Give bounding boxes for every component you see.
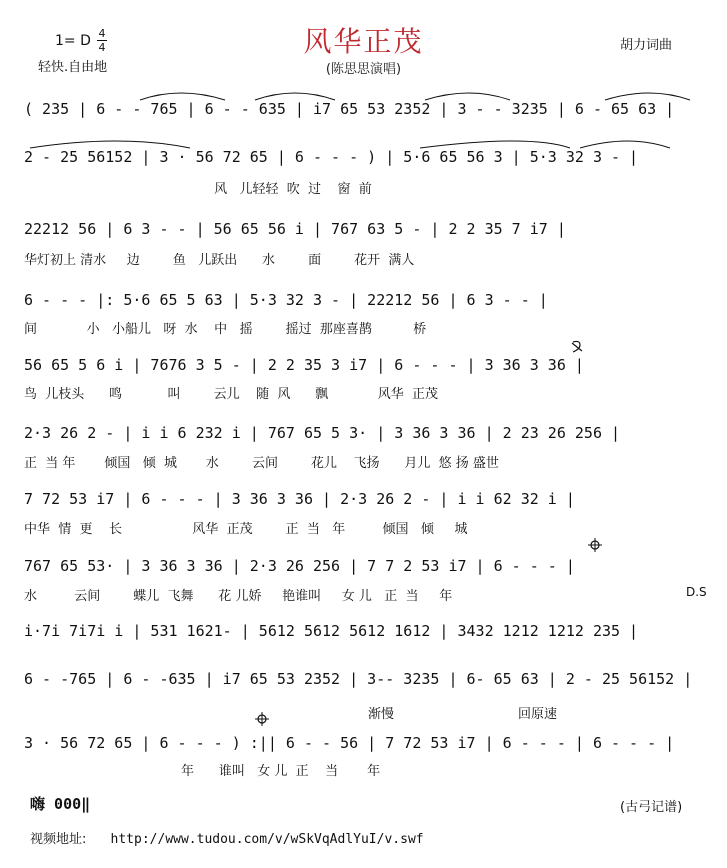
ritardando-marking: 渐慢 bbox=[368, 707, 395, 722]
time-signature-top: 4 bbox=[98, 27, 106, 40]
lyric-row-8: 水 云间 蝶儿 飞舞 花 儿娇 艳谁叫 女 儿 正 当 年 bbox=[24, 589, 453, 604]
video-link bbox=[30, 828, 424, 847]
time-signature bbox=[96, 28, 108, 53]
notator-credit: (古弓记谱) bbox=[620, 800, 683, 815]
lyric-row-5: 鸟 儿枝头 鸣 叫 云儿 随 风 飘 风华 正茂 bbox=[24, 387, 439, 402]
lyric-row-6: 正 当 年 倾国 倾 城 水 云间 花儿 飞扬 月儿 悠 扬 盛世 bbox=[24, 456, 499, 471]
ending-line bbox=[30, 793, 90, 814]
coda-icon bbox=[588, 538, 602, 552]
ending-notes: 000‖ bbox=[54, 795, 91, 813]
video-label: 视频地址: bbox=[30, 832, 87, 847]
key-signature: 1= D bbox=[55, 33, 91, 49]
score-row-1: ( 235 | 6 - - 765 | 6 - - 635 | i7 65 53 2352 | 3 - - 3235 | 6 - 65 63 | bbox=[24, 100, 675, 118]
song-title: 风华正茂 bbox=[303, 25, 424, 58]
singer-credit: (陈思思演唱) bbox=[325, 62, 402, 77]
slur-row-1 bbox=[30, 86, 720, 106]
score-row-3: 22212 56 | 6 3 - - | 56 65 56 i | 767 63 5 - | 2 2 35 7 i7 | bbox=[24, 220, 566, 238]
score-row-4: 6 - - - |: 5·6 65 5 63 | 5·3 32 3 - | 22212 56 | 6 3 - - | bbox=[24, 291, 548, 309]
author-credit: 胡力词曲 bbox=[620, 38, 673, 53]
ending-word: 嗨 bbox=[30, 795, 46, 813]
lyric-row-11: 年 谁叫 女 儿 正 当 年 bbox=[24, 764, 381, 779]
slur-row-2 bbox=[30, 134, 720, 154]
score-row-7: 7 72 53 i7 | 6 - - - | 3 36 3 36 | 2·3 26 2 - | i i 62 32 i | bbox=[24, 490, 575, 508]
video-url[interactable]: http://www.tudou.com/v/wSkVqAdlYuI/v.swf bbox=[110, 832, 424, 847]
lyric-row-7: 中华 情 更 长 风华 正茂 正 当 年 倾国 倾 城 bbox=[24, 522, 468, 537]
a-tempo-marking: 回原速 bbox=[518, 707, 558, 722]
score-row-9: i·7i 7i7i i | 531 1621- | 5612 5612 5612 1612 | 3432 1212 1212 235 | bbox=[24, 622, 639, 640]
ds-marking: D.S bbox=[686, 585, 707, 599]
score-row-11: 3 · 56 72 65 | 6 - - - ) :|| 6 - - 56 | 7 72 53 i7 | 6 - - - | 6 - - - | bbox=[24, 734, 675, 752]
coda-icon-2 bbox=[255, 712, 269, 726]
lyric-row-3: 华灯初上 清水 边 鱼 儿跃出 水 面 花开 满人 bbox=[24, 253, 415, 268]
time-signature-bottom: 4 bbox=[98, 41, 106, 54]
score-row-6: 2·3 26 2 - | i i 6 232 i | 767 65 5 3· | 3 36 3 36 | 2 23 26 256 | bbox=[24, 424, 621, 442]
score-row-8: 767 65 53· | 3 36 3 36 | 2·3 26 256 | 7 7 2 53 i7 | 6 - - - | bbox=[24, 557, 575, 575]
lyric-row-2: 风 儿轻轻 吹 过 窗 前 bbox=[24, 182, 372, 197]
segno-icon bbox=[570, 340, 584, 354]
score-row-10: 6 - -765 | 6 - -635 | i7 65 53 2352 | 3-- 3235 | 6- 65 63 | 2 - 25 56152 | bbox=[24, 670, 693, 688]
score-row-2: 2 - 25 56152 | 3 · 56 72 65 | 6 - - - ) | 5·6 65 56 3 | 5·3 32 3 - | bbox=[24, 148, 639, 166]
score-row-5: 56 65 5 6 i | 7676 3 5 - | 2 2 35 3 i7 | 6 - - - | 3 36 3 36 | bbox=[24, 356, 584, 374]
lyric-row-4: 间 小 小船儿 呀 水 中 摇 摇过 那座喜鹊 桥 bbox=[24, 322, 427, 337]
tempo-marking: 轻快.自由地 bbox=[38, 60, 108, 75]
